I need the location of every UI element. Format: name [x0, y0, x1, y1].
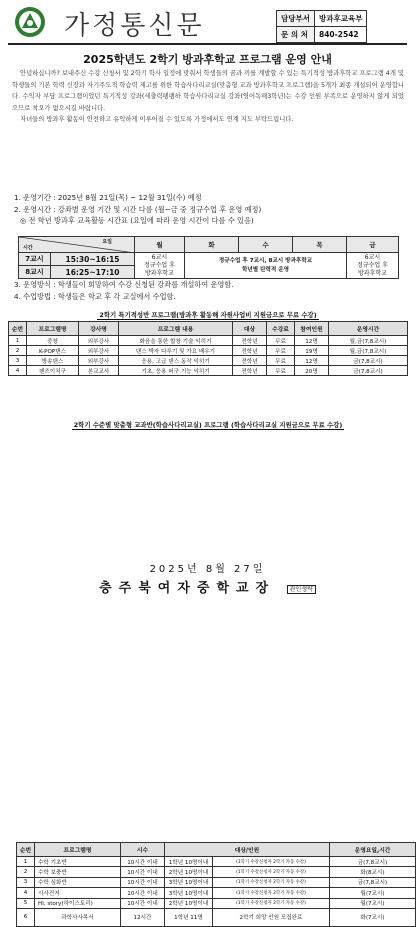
day-header: 금 — [347, 237, 399, 253]
header — [8, 4, 407, 42]
table-cell: Hi, story(하이스토리) — [35, 898, 121, 908]
table-cell: 무료 — [267, 336, 295, 346]
table-cell: 19명 — [295, 346, 329, 356]
meta-label: 담당부서 — [277, 11, 315, 27]
table-cell: K-POP댄스 — [27, 346, 79, 356]
table-row — [9, 356, 408, 366]
table-cell: 10시간 이내 — [121, 857, 165, 867]
table-cell: (1학기 수강신청자 2학기 자동 수강) — [213, 898, 330, 908]
table-cell: 6 — [17, 908, 35, 926]
intro-paragraph: 자녀들의 방과후 활동이 안전하고 유익하게 이루어질 수 있도록 가정에서도 연계 지도 부탁드립니다. — [20, 116, 294, 124]
info-item: 2. 운영시간 : 강좌별 운영 기간 및 시간 다름 (월~금 중 정규수업 후 운영 예정) — [14, 204, 262, 214]
table-cell: 2학기 희망 인원 모집완료 — [213, 908, 330, 926]
table-cell: 12명 — [295, 356, 329, 366]
meta-label: 문 의 처 — [277, 27, 315, 43]
info-items — [14, 192, 404, 227]
schedule-corner — [19, 237, 135, 253]
program2-caption: 2학기 수준별 맞춤형 교과반(학습사다리교실) 프로그램 (학습사다리교실 지원금으로 무료 수강) — [73, 421, 343, 429]
table-cell: 금(7,8교시) — [329, 366, 408, 376]
table-cell: 무료 — [267, 346, 295, 356]
table-row — [17, 867, 416, 877]
program2-table — [16, 842, 416, 927]
table-cell: 2 — [9, 346, 27, 356]
column-header: 운영요일,시간 — [330, 843, 416, 857]
table-cell: 전학년 — [233, 356, 267, 366]
table-cell: 2학년 10명이내 — [165, 867, 213, 877]
info-item: ◎ 전 학년 방과후 교육활동 시간표 (요일에 따라 운영 시간이 다를 수 있음) — [20, 216, 254, 225]
issue-date: 2025년 8월 27일 — [149, 564, 266, 575]
meta-value: 840-2542 — [314, 27, 366, 43]
column-header: 참여인원 — [295, 322, 329, 336]
table-cell: 4 — [9, 366, 27, 376]
column-header: 강사명 — [79, 322, 119, 336]
meta-value: 방과후교육부 — [314, 11, 366, 27]
table-cell: 방송댄스 — [27, 356, 79, 366]
table-row — [9, 366, 408, 376]
table-row — [17, 857, 416, 867]
table-cell: 외부강사 — [79, 336, 119, 346]
intro-paragraph: 안녕하십니까? 보내주신 수강 신청서 및 2학기 학사 일정에 맞춰서 학생들의 꿈과 끼를 계발할 수 있는 특기적성 방과후학교 프로그램 4개 및 학생들의 기본 학력 신장과 자기주도적 학습력 제고를 위한 학습사다리교실(맞춤형 교과 방과후학교 프로그램)을 5개가 최종 개설되어 운영합니다. 수익자 부담 프로그램이었던 특기적성 강좌(세출력팽팽하 학습사다리교실 강좌(영어독해3학년)는 수강 인원 부족으로 운영하지 않게 되었으므로 착오가 없으시길 바랍니다. — [12, 70, 404, 112]
table-cell: 화음을 통한 합창 기술 익히기 — [119, 336, 233, 346]
table-cell: 3 — [9, 356, 27, 366]
table-cell: 3학년 10명이내 — [165, 877, 213, 887]
table-cell: (1학기 수강신청자 2학기 자동 수강) — [213, 877, 330, 887]
table-row — [17, 908, 416, 926]
corner-day-label: 요일 — [102, 239, 112, 245]
corner-time-label: 시간 — [23, 245, 33, 251]
column-header: 순번 — [17, 843, 35, 857]
table-cell: 3학년 10명이내 — [165, 888, 213, 898]
table-cell: 수학 보충반 — [35, 867, 121, 877]
table-cell: 12시간 — [121, 908, 165, 926]
program1-caption: 2학기 특기적성반 프로그램(방과후 활동해 자원사업비 지원금으로 무료 수강) — [99, 311, 317, 319]
table-cell: 금(7,8교시) — [330, 857, 416, 867]
day-header: 화 — [185, 237, 239, 253]
school-name: 충주북여자중학교장 — [99, 581, 276, 596]
table-cell: 금(7,8교시) — [330, 877, 416, 887]
table-cell: 화(7교시) — [330, 908, 416, 926]
table-cell: 응용, 고급 댄스 동작 익히기 — [119, 356, 233, 366]
contact-info-table — [276, 10, 367, 43]
table-cell: 중창 — [27, 336, 79, 346]
table-cell: 펜즈이치구 — [27, 366, 79, 376]
table-cell: 월(7교시) — [330, 898, 416, 908]
table-cell: 4 — [17, 888, 35, 898]
table-cell: 수학 기초반 — [35, 857, 121, 867]
table-cell: (1학기 수강신청자 2학기 자동 수강) — [213, 867, 330, 877]
table-cell: 10시간 이내 — [121, 867, 165, 877]
monday-cell: 6교시 정규수업 후 방과후학교 — [135, 253, 185, 279]
table-cell: 5 — [17, 898, 35, 908]
period-time: 16:25~17:10 — [51, 266, 135, 279]
column-header: 프로그램명 — [27, 322, 79, 336]
table-cell: 전학년 — [233, 346, 267, 356]
official-seal-omitted: 관인생략 — [287, 585, 316, 594]
table-cell: 1 — [9, 336, 27, 346]
table-cell: 1학년 11명 — [165, 908, 213, 926]
school-logo-icon — [14, 6, 46, 38]
table-cell: 월(7교시) — [330, 888, 416, 898]
schedule-table — [18, 236, 399, 279]
column-header: 프로그램명 — [35, 843, 121, 857]
newsletter-title: 가정통신문 — [64, 11, 205, 41]
day-header: 수 — [239, 237, 293, 253]
table-cell: 외부강사 — [79, 346, 119, 356]
column-header: 프로그램 내용 — [119, 322, 233, 336]
table-cell: 1학년 10명이내 — [165, 857, 213, 867]
info-item: 3. 운영방식 : 학생들이 희망하여 수강 신청된 강좌를 개설하여 운영함. — [14, 280, 234, 289]
table-cell: 전학년 — [233, 366, 267, 376]
table-cell: (1학기 수강신청자 2학기 자동 수강) — [213, 888, 330, 898]
table-row — [9, 336, 408, 346]
table-cell: 금(7,8교시) — [329, 356, 408, 366]
table-cell: 3 — [17, 877, 35, 887]
column-header: 순번 — [9, 322, 27, 336]
table-row — [17, 888, 416, 898]
intro-text — [12, 68, 404, 126]
table-cell: (1학기 수강신청자 2학기 자동 수강) — [213, 857, 330, 867]
column-header: 대상 — [233, 322, 267, 336]
table-cell: 기초, 응용 퍼구 기능 익히기 — [119, 366, 233, 376]
column-header: 수강료 — [267, 322, 295, 336]
info-item: 1. 운영기간 : 2025년 8월 21일(목) ~ 12월 31일(수) 예정 — [14, 193, 202, 202]
table-cell: 10시간 이내 — [121, 877, 165, 887]
table-cell: 1 — [17, 857, 35, 867]
tue-thu-cell: 정규수업 후 7교시, 8교시 방과후학교 학년별 탄력적 운영 — [185, 253, 347, 279]
table-cell: 화(8교시) — [330, 867, 416, 877]
table-cell: 외부강사 — [79, 356, 119, 366]
table-cell: 월,금(7,8교시) — [329, 346, 408, 356]
table-cell: 과학사사목서 — [35, 908, 121, 926]
info-item: 4. 수업방법 : 학생들은 학교 후 각 교실에서 수업함. — [14, 291, 176, 301]
document-title: 2025학년도 2학기 방과후학교 프로그램 운영 안내 — [83, 53, 332, 66]
column-header: 시수 — [121, 843, 165, 857]
day-header: 목 — [293, 237, 347, 253]
table-row — [17, 898, 416, 908]
program1-table — [8, 321, 408, 376]
table-cell: 본교교사 — [79, 366, 119, 376]
corner-diagonal — [19, 237, 135, 253]
info-items-2 — [14, 279, 404, 302]
table-cell: 12명 — [295, 336, 329, 346]
header-divider — [8, 43, 407, 45]
table-cell: 무료 — [267, 366, 295, 376]
table-cell: 2학년 10명이내 — [165, 898, 213, 908]
table-cell: 10시간 이내 — [121, 888, 165, 898]
day-header: 월 — [135, 237, 185, 253]
period-time: 15:30~16:15 — [51, 253, 135, 266]
table-cell: 시사건저 — [35, 888, 121, 898]
table-cell: 10시간 이내 — [121, 898, 165, 908]
table-cell: 댄스 박자 다루기 및 가요 배우기 — [119, 346, 233, 356]
friday-cell: 6교시 정규수업 후 방과후학교 — [347, 253, 399, 279]
table-cell: 전학년 — [233, 336, 267, 346]
school-signature — [0, 577, 415, 596]
table-cell: 월,금(7,8교시) — [329, 336, 408, 346]
program1-section — [8, 310, 408, 376]
table-cell: 2 — [17, 867, 35, 877]
period-label: 7교시 — [19, 253, 51, 266]
table-row — [17, 877, 416, 887]
table-cell: 20명 — [295, 366, 329, 376]
column-header: 운영시간 — [329, 322, 408, 336]
table-cell: 수학 심화반 — [35, 877, 121, 887]
table-row — [9, 346, 408, 356]
column-header: 대상/인원 — [165, 843, 330, 857]
period-label: 8교시 — [19, 266, 51, 279]
table-cell: 무료 — [267, 356, 295, 366]
